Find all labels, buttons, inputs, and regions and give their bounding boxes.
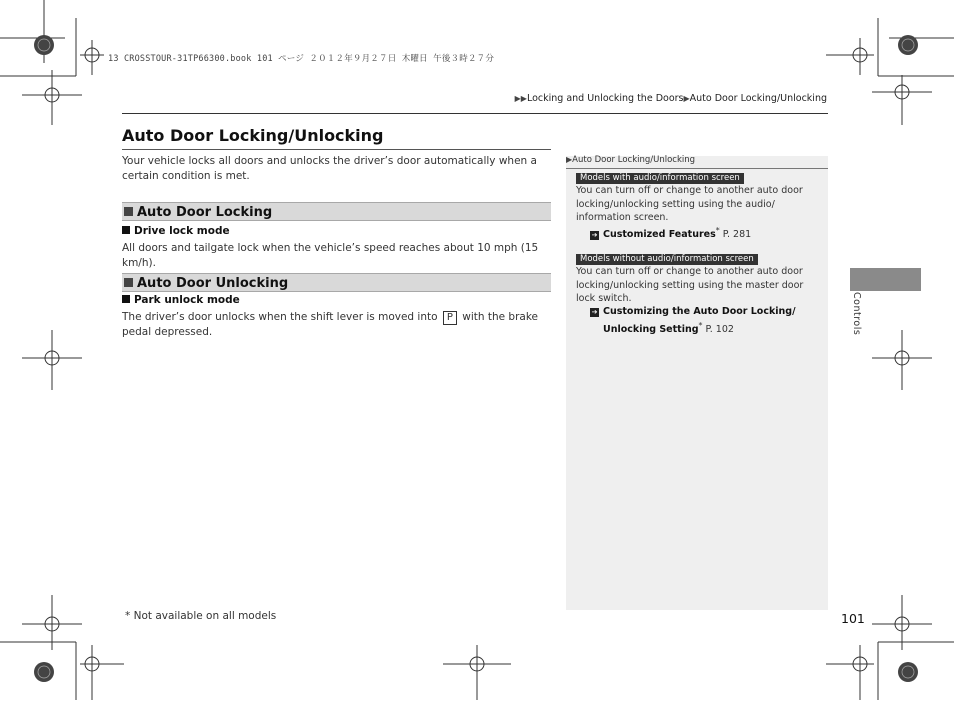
section-heading-label: Auto Door Locking [137,205,273,220]
section-text: All doors and tailgate lock when the vehicle’s speed reaches about 10 mph (15 km/h). [122,242,539,269]
square-bullet-icon [124,278,133,287]
breadcrumb-level1[interactable]: Locking and Unlocking the Doors [526,93,684,104]
section-text [122,310,554,340]
header-rule [122,113,828,114]
section-heading-label: Auto Door Unlocking [137,276,289,291]
section-heading-auto-door-locking [122,202,551,221]
subheading-park-unlock-mode [122,294,240,306]
intro-text: Your vehicle locks all doors and unlocks the driver’s door automatically when a certain condition is met. [122,155,537,182]
xref-title[interactable]: Customized Features [603,229,716,241]
cross-reference-arrow-icon: ➔ [591,308,598,316]
subheading-label: Drive lock mode [134,225,230,237]
model-tag: Models with audio/information screen [576,173,744,184]
section-text-before: The driver’s door unlocks when the shift lever is moved into [122,311,438,323]
xref-title-cont[interactable]: Unlocking Setting [603,324,699,336]
title-rule [122,149,551,150]
section-heading-auto-door-unlocking [122,273,551,292]
breadcrumb-arrow-icon: ▶▶ [514,94,527,103]
park-gear-icon: P [443,311,457,325]
sidebar-text: You can turn off or change to another auto door locking/unlocking setting using the master door lock switch. [576,266,804,304]
xref-page[interactable]: P. 281 [722,229,752,241]
subheading-label: Park unlock mode [134,294,240,306]
cross-reference[interactable] [590,224,751,242]
page-number: 101 [841,611,865,626]
footnote: * Not available on all models [125,610,277,622]
model-tag: Models without audio/information screen [576,254,758,265]
sidebar-title-label: Auto Door Locking/Unlocking [572,155,696,165]
square-bullet-icon [122,226,130,234]
subheading-drive-lock-mode [122,225,230,237]
square-bullet-icon [124,207,133,216]
cross-reference[interactable] [590,305,796,337]
breadcrumb [515,93,827,104]
section-text-after: with the brake pedal depressed. [122,311,539,338]
sidebar-text: You can turn off or change to another auto door locking/unlocking setting using the audio/ information screen. [576,185,803,223]
breadcrumb-level2[interactable]: Auto Door Locking/Unlocking [689,93,827,104]
breadcrumb-arrow-icon: ▶ [683,94,690,103]
chapter-tab[interactable] [850,268,921,291]
sidebar-title [566,155,695,165]
cross-reference-arrow-icon: ➔ [591,231,598,240]
footnote-star: * [698,321,703,330]
sidebar-rule [566,168,828,169]
footnote-star: * [715,226,720,235]
square-bullet-icon [122,295,130,303]
chapter-tab-label: Controls [851,292,862,336]
xref-page[interactable]: P. 102 [705,324,734,336]
xref-title[interactable]: Customizing the Auto Door Locking/ [603,306,796,317]
page-title: Auto Door Locking/Unlocking [122,126,384,145]
print-header: 13 CROSSTOUR-31TP66300.book 101 ページ ２０１２年９月２７日 木曜日 午後３時２７分 [108,54,495,64]
sidebar-arrow-icon: ▶ [566,155,573,164]
